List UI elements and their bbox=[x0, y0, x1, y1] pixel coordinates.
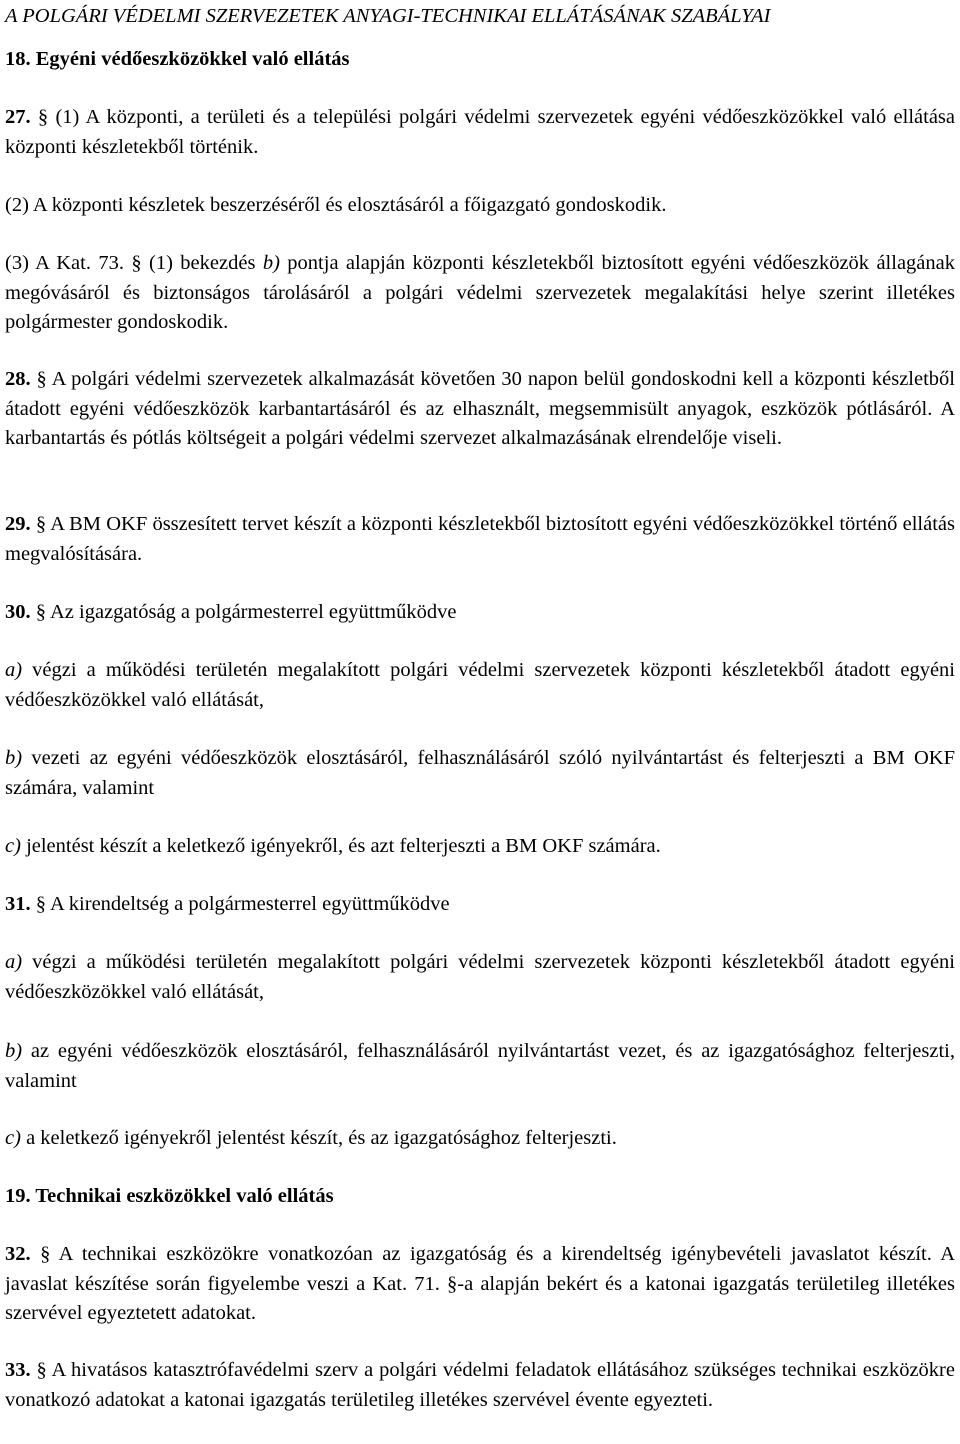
paragraph-28 bbox=[5, 365, 955, 454]
paragraph-number: 31. bbox=[5, 893, 31, 915]
paragraph-text: vezeti az egyéni védőeszközök elosztásáról, felhasználásáról szóló nyilvántartást és felterjeszti a BM OKF számára, valamint bbox=[5, 747, 955, 799]
paragraph-30-b bbox=[5, 744, 955, 803]
paragraph-text: § A kirendeltség a polgármesterrel együttműködve bbox=[30, 893, 450, 915]
point-label: b) bbox=[262, 252, 280, 274]
paragraph-text: végzi a működési területén megalakított polgári védelmi szervezetek központi készletekből átadott egyéni védőeszközökkel való ellátását, bbox=[5, 659, 955, 711]
paragraph-text: pontja alapján központi készletekből biztosított egyéni védőeszközök állagának megóvásáról és biztonságos tárolásáról a polgári védelmi szervezetek megalakítási helye szerint illetékes polgármester gondoskodik. bbox=[5, 252, 955, 334]
point-label: b) bbox=[5, 1040, 23, 1062]
paragraph-30 bbox=[5, 598, 955, 628]
page-header: A POLGÁRI VÉDELMI SZERVEZETEK ANYAGI-TECHNIKAI ELLÁTÁSÁNAK SZABÁLYAI bbox=[5, 5, 771, 27]
section-heading-18: 18. Egyéni védőeszközökkel való ellátás bbox=[5, 48, 350, 70]
paragraph-27 bbox=[5, 103, 955, 162]
paragraph-27-3 bbox=[5, 249, 955, 338]
paragraph-number: 28. bbox=[5, 368, 31, 390]
paragraph-number: 33. bbox=[5, 1359, 31, 1381]
paragraph-number: 29. bbox=[5, 513, 31, 535]
paragraph-text: jelentést készít a keletkező igényekről, és azt felterjeszti a BM OKF számára. bbox=[20, 835, 661, 857]
paragraph-text: (3) A Kat. 73. § (1) bekezdés bbox=[5, 252, 263, 274]
paragraph-text: § A BM OKF összesített tervet készít a központi készletekből biztosított egyéni védőeszközökkel történő ellátás megvalósítására. bbox=[5, 513, 955, 565]
paragraph-30-c bbox=[5, 832, 955, 862]
point-label: c) bbox=[5, 835, 21, 857]
paragraph-text: végzi a működési területén megalakított polgári védelmi szervezetek központi készletekből átadott egyéni védőeszközökkel való ellátását, bbox=[5, 951, 955, 1003]
section-heading-19: 19. Technikai eszközökkel való ellátás bbox=[5, 1185, 334, 1207]
paragraph-29 bbox=[5, 510, 955, 569]
point-label: a) bbox=[5, 951, 23, 973]
paragraph-text: § A technikai eszközökre vonatkozóan az igazgatóság és a kirendeltség igénybevételi javaslatot készít. A javaslat készítése során figyelembe veszi a Kat. 71. §-a alapján bekért és a katonai igazgatás területileg illetékes szervével egyeztetett adatokat. bbox=[5, 1243, 955, 1325]
paragraph-30-a bbox=[5, 656, 955, 715]
paragraph-31-a bbox=[5, 948, 955, 1007]
paragraph-number: 32. bbox=[5, 1243, 31, 1265]
paragraph-text: a keletkező igényekről jelentést készít, és az igazgatósághoz felterjeszti. bbox=[20, 1127, 617, 1149]
paragraph-text: § Az igazgatóság a polgármesterrel együttműködve bbox=[30, 601, 457, 623]
paragraph-27-2: (2) A központi készletek beszerzéséről és elosztásáról a főigazgató gondoskodik. bbox=[5, 194, 667, 216]
paragraph-31 bbox=[5, 890, 955, 920]
point-label: a) bbox=[5, 659, 23, 681]
paragraph-number: 27. bbox=[5, 106, 31, 128]
paragraph-33 bbox=[5, 1356, 955, 1415]
point-label: c) bbox=[5, 1127, 21, 1149]
paragraph-number: 30. bbox=[5, 601, 31, 623]
paragraph-text: § A hivatásos katasztrófavédelmi szerv a polgári védelmi feladatok ellátásához szükséges technikai eszközökre vonatkozó adatokat a katonai igazgatás területileg illetékes szervével évente egyezteti. bbox=[5, 1359, 955, 1411]
paragraph-31-b bbox=[5, 1037, 955, 1096]
paragraph-text: § (1) A központi, a területi és a települési polgári védelmi szervezetek egyéni védőeszközökkel való ellátása központi készletekből történik. bbox=[5, 106, 955, 158]
paragraph-text: az egyéni védőeszközök elosztásáról, felhasználásáról nyilvántartást vezet, és az igazgatósághoz felterjeszti, valamint bbox=[5, 1040, 955, 1092]
point-label: b) bbox=[5, 747, 23, 769]
paragraph-text: § A polgári védelmi szervezetek alkalmazását követően 30 napon belül gondoskodni kell a központi készletből átadott egyéni védőeszközök karbantartásáról és az elhasznált, megsemmisült anyagok, eszközök pótlásáról. A karbantartás és pótlás költségeit a polgári védelmi szervezet alkalmazásának elrendelője viseli. bbox=[5, 368, 955, 450]
paragraph-32 bbox=[5, 1240, 955, 1329]
paragraph-31-c bbox=[5, 1124, 955, 1154]
